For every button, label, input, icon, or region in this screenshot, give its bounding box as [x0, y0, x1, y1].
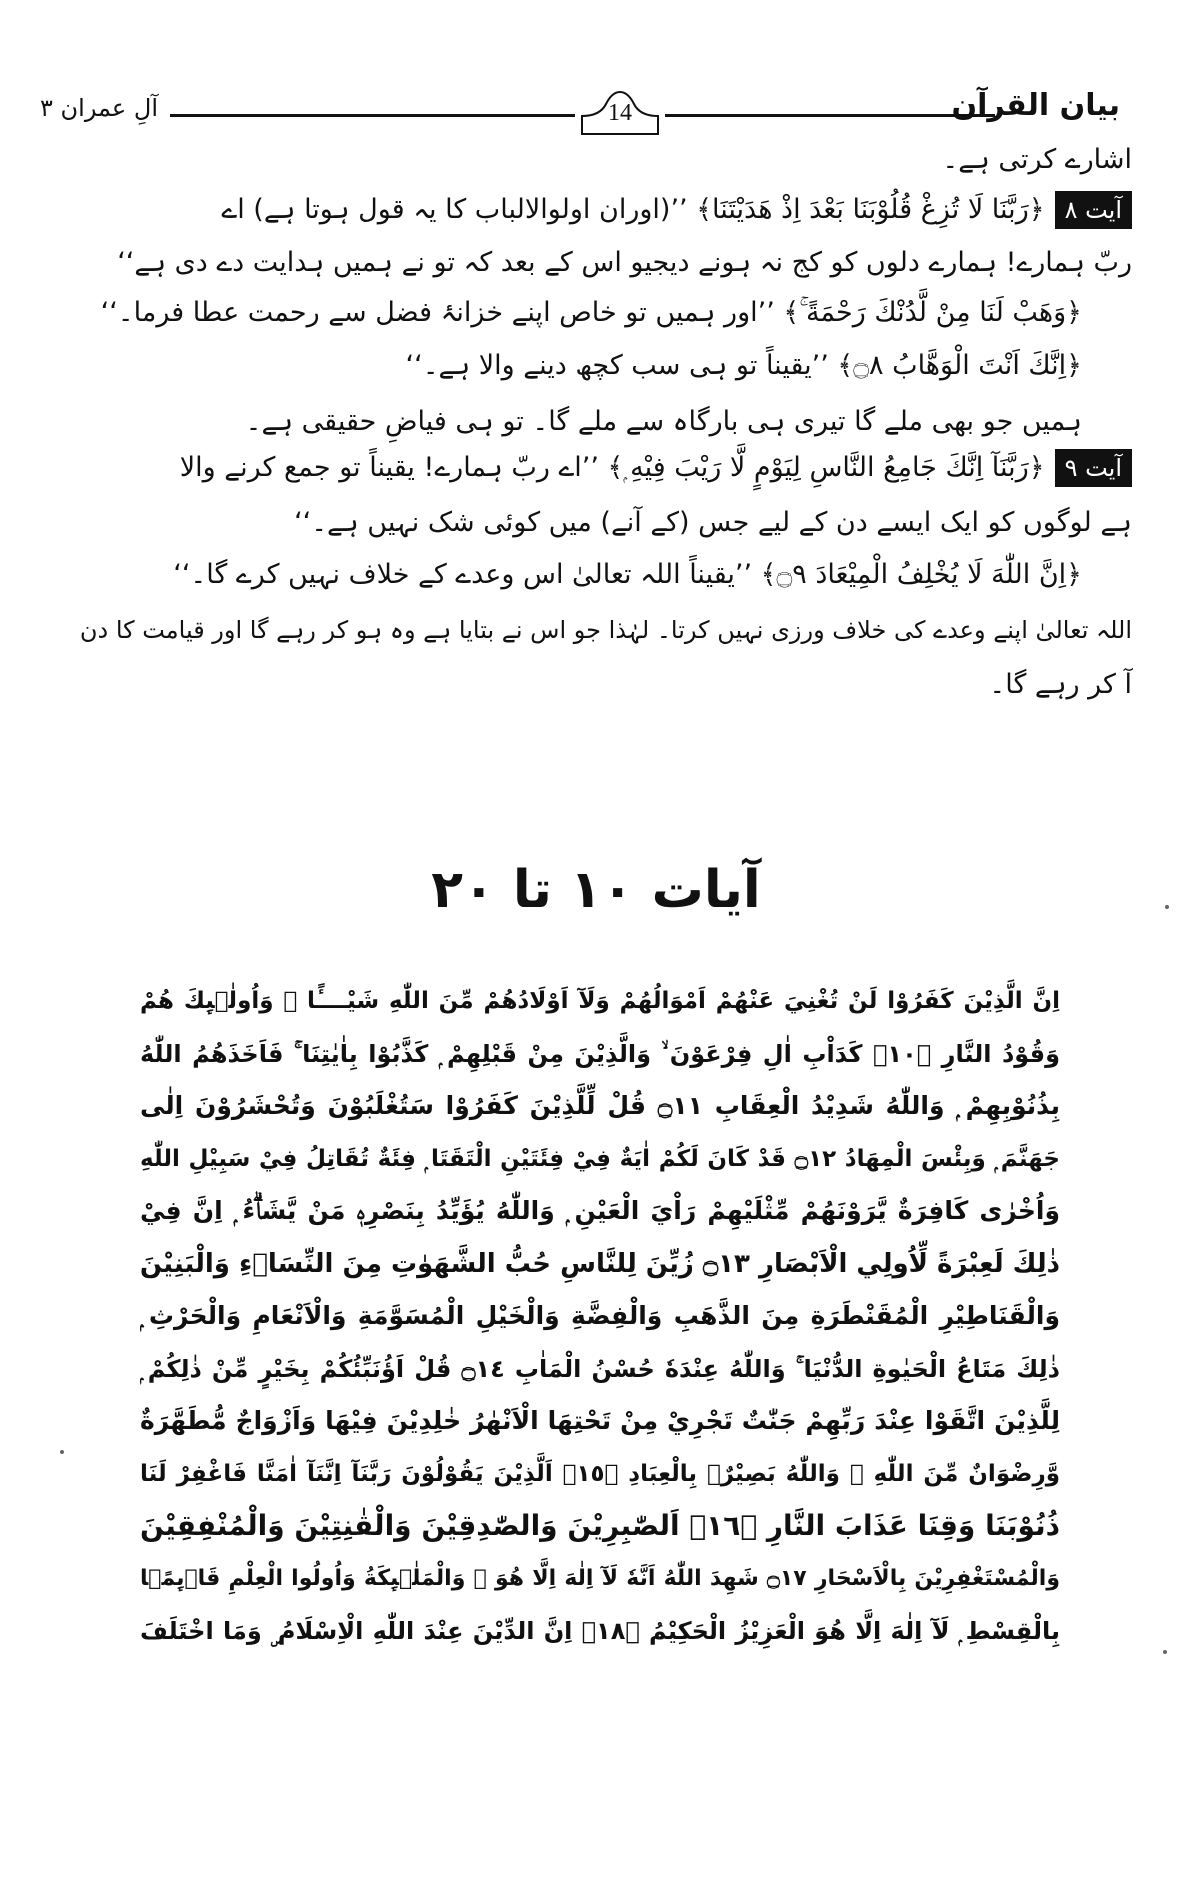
- commentary-line-text: ﴿رَبَّنَآ اِنَّكَ جَامِعُ النَّاسِ لِيَوْمٍ لَّا رَيْبَ فِيْهِ ۭ﴾ ’’اے ربّ ہمارے! یقیناً تو جمع کرنے والا: [179, 452, 1045, 483]
- header-rule-left: [170, 114, 575, 117]
- scan-speck: [1163, 1650, 1167, 1654]
- commentary-line: آ کر رہے گا۔: [989, 669, 1132, 700]
- quran-line: بِذُنُوْبِهِمْ ۭ وَاللّٰهُ شَدِيْدُ الْعِقَابِ ۝١١ قُلْ لِّلَّذِيْنَ كَفَرُوْا سَتُغْلَبُوْنَ وَتُحْشَرُوْنَ اِلٰى: [140, 1091, 1060, 1120]
- ayah-tag-9: آیت ۹: [1055, 449, 1132, 487]
- commentary-line: ربّ ہمارے! ہمارے دلوں کو کج نہ ہونے دیجیو اس کے بعد کہ تو نے ہمیں ہدایت دے دی ہے‘‘: [117, 247, 1132, 278]
- quran-line: وَاُخْرٰى كَافِرَةٌ يَّرَوْنَهُمْ مِّثْلَيْهِمْ رَاْيَ الْعَيْنِ ۭ وَاللّٰهُ يُؤَيِّدُ بِنَصْرِهٖ مَنْ يَّشَاۗءُ ۭ اِنَّ فِيْ: [140, 1196, 1060, 1225]
- ayah-tag-8: آیت ۸: [1055, 191, 1132, 229]
- commentary-line: اشارے کرتی ہے۔: [942, 144, 1132, 175]
- header-rule-right: [665, 114, 995, 117]
- surah-name: آلِ عمران ۳: [40, 94, 158, 122]
- commentary-line: ہمیں جو بھی ملے گا تیری ہی بارگاہ سے ملے گا۔ تو ہی فیاضِ حقیقی ہے۔: [245, 406, 1082, 437]
- quran-line: وَالْقَنَاطِيْرِ الْمُقَنْطَرَةِ مِنَ الذَّهَبِ وَالْفِضَّةِ وَالْخَيْلِ الْمُسَوَّمَةِ وَالْاَنْعَامِ وَالْحَرْثِ ۭ: [140, 1301, 1060, 1330]
- section-heading: آیات ۱۰ تا ۲۰: [431, 860, 761, 920]
- page-number: 14: [608, 100, 632, 126]
- commentary-line: ﴿اِنَّكَ اَنْتَ الْوَهَّابُ ۝٨﴾ ’’یقیناً تو ہی سب کچھ دینے والا ہے۔‘‘: [405, 350, 1082, 381]
- commentary-line: اللہ تعالیٰ اپنے وعدے کی خلاف ورزی نہیں کرتا۔ لہٰذا جو اس نے بتایا ہے وہ ہو کر رہے گا اور قیامت کا دن: [79, 616, 1132, 644]
- commentary-line: ﴿وَهَبْ لَنَا مِنْ لَّدُنْكَ رَحْمَةً ۚ﴾ ’’اور ہمیں تو خاص اپنے خزانۂ فضل سے رحمت عطا فرما۔‘‘: [100, 297, 1082, 328]
- quran-line: لِلَّذِيْنَ اتَّقَوْا عِنْدَ رَبِّهِمْ جَنّٰتٌ تَجْرِيْ مِنْ تَحْتِهَا الْاَنْهٰرُ خٰلِدِيْنَ فِيْهَا وَاَزْوَاجٌ مُّطَهَّرَةٌ: [140, 1406, 1060, 1435]
- quran-line: ذٰلِكَ مَتَاعُ الْحَيٰوةِ الدُّنْيَا ۚ وَاللّٰهُ عِنْدَهٗ حُسْنُ الْمَاٰبِ ۝١٤ قُلْ اَؤُنَبِّئُكُمْ بِخَيْرٍ مِّنْ ذٰلِكُمْ ۭ: [140, 1354, 1060, 1383]
- commentary-line: ﴿اِنَّ اللّٰهَ لَا يُخْلِفُ الْمِيْعَادَ ۝٩﴾ ’’یقیناً اللہ تعالیٰ اس وعدے کے خلاف نہیں کرے گا۔‘‘: [173, 559, 1082, 590]
- quran-line: ذٰلِكَ لَعِبْرَةً لِّاُولِي الْاَبْصَارِ ۝١٣ زُيِّنَ لِلنَّاسِ حُبُّ الشَّهَوٰتِ مِنَ النِّسَاۗءِ وَالْبَنِيْنَ: [140, 1248, 1060, 1279]
- quran-line: اِنَّ الَّذِيْنَ كَفَرُوْا لَنْ تُغْنِيَ عَنْهُمْ اَمْوَالُهُمْ وَلَآ اَوْلَادُهُمْ مِّنَ اللّٰهِ شَيْــــًٔا ۭ وَاُولٰۗىِٕكَ ھُمْ: [140, 988, 1060, 1014]
- running-header: [40, 88, 1120, 138]
- commentary-line-ayah-9: [180, 448, 1132, 488]
- book-title: بیان القرآن: [951, 88, 1120, 123]
- quran-line: وَقُوْدُ النَّارِ ۝١٠ۙ كَدَاْبِ اٰلِ فِرْعَوْنَ ۙ وَالَّذِيْنَ مِنْ قَبْلِهِمْ ۭ كَذَّبُوْا بِاٰيٰتِنَا ۚ فَاَخَذَھُمُ اللّٰهُ: [140, 1039, 1060, 1068]
- quran-line: بِالْقِسْطِ ۭ لَآ اِلٰهَ اِلَّا ھُوَ الْعَزِيْزُ الْحَكِيْمُ ۝١٨ۭ اِنَّ الدِّيْنَ عِنْدَ اللّٰهِ الْاِسْلَامُ ۣ وَمَا اخْتَلَفَ: [140, 1617, 1060, 1645]
- commentary-line: ہے لوگوں کو ایک ایسے دن کے لیے جس (کے آنے) میں کوئی شک نہیں ہے۔‘‘: [294, 507, 1132, 538]
- page-number-ornament: [580, 88, 660, 138]
- commentary-line-ayah-8: [221, 190, 1132, 230]
- quran-text-block: [140, 975, 1060, 1658]
- scan-speck: [1165, 905, 1169, 909]
- scan-speck: [60, 1450, 64, 1454]
- commentary-line-text: ﴿رَبَّنَا لَا تُزِغْ قُلُوْبَنَا بَعْدَ اِذْ هَدَيْتَنَا﴾ ’’(اوران اولوالالباب کا یہ قول ہوتا ہے) اے: [221, 194, 1045, 225]
- quran-line: وَالْمُسْتَغْفِرِيْنَ بِالْاَسْحَارِ ۝١٧ شَهِدَ اللّٰهُ اَنَّهٗ لَآ اِلٰهَ اِلَّا ھُوَ ۙ وَالْمَلٰۗىِٕكَةُ وَاُولُوا الْعِلْمِ قَاۗىِٕمًۢا: [140, 1565, 1060, 1591]
- quran-line: ذُنُوْبَنَا وَقِنَا عَذَابَ النَّارِ ۝١٦ۚ اَلصّٰبِرِيْنَ وَالصّٰدِقِيْنَ وَالْقٰنِتِيْنَ وَالْمُنْفِقِيْنَ: [140, 1509, 1060, 1542]
- quran-line: وَّرِضْوَانٌ مِّنَ اللّٰهِ ۭ وَاللّٰهُ بَصِيْرٌۢ بِالْعِبَادِ ۝١٥ۚ اَلَّذِيْنَ يَقُوْلُوْنَ رَبَّنَآ اِنَّنَآ اٰمَنَّا فَاغْفِرْ لَنَا: [140, 1460, 1060, 1487]
- quran-line: جَهَنَّمَ ۭ وَبِئْسَ الْمِهَادُ ۝١٢ قَدْ كَانَ لَكُمْ اٰيَةٌ فِيْ فِئَتَيْنِ الْتَقَتَا ۭ فِئَةٌ تُقَاتِلُ فِيْ سَبِيْلِ اللّٰهِ: [140, 1145, 1060, 1172]
